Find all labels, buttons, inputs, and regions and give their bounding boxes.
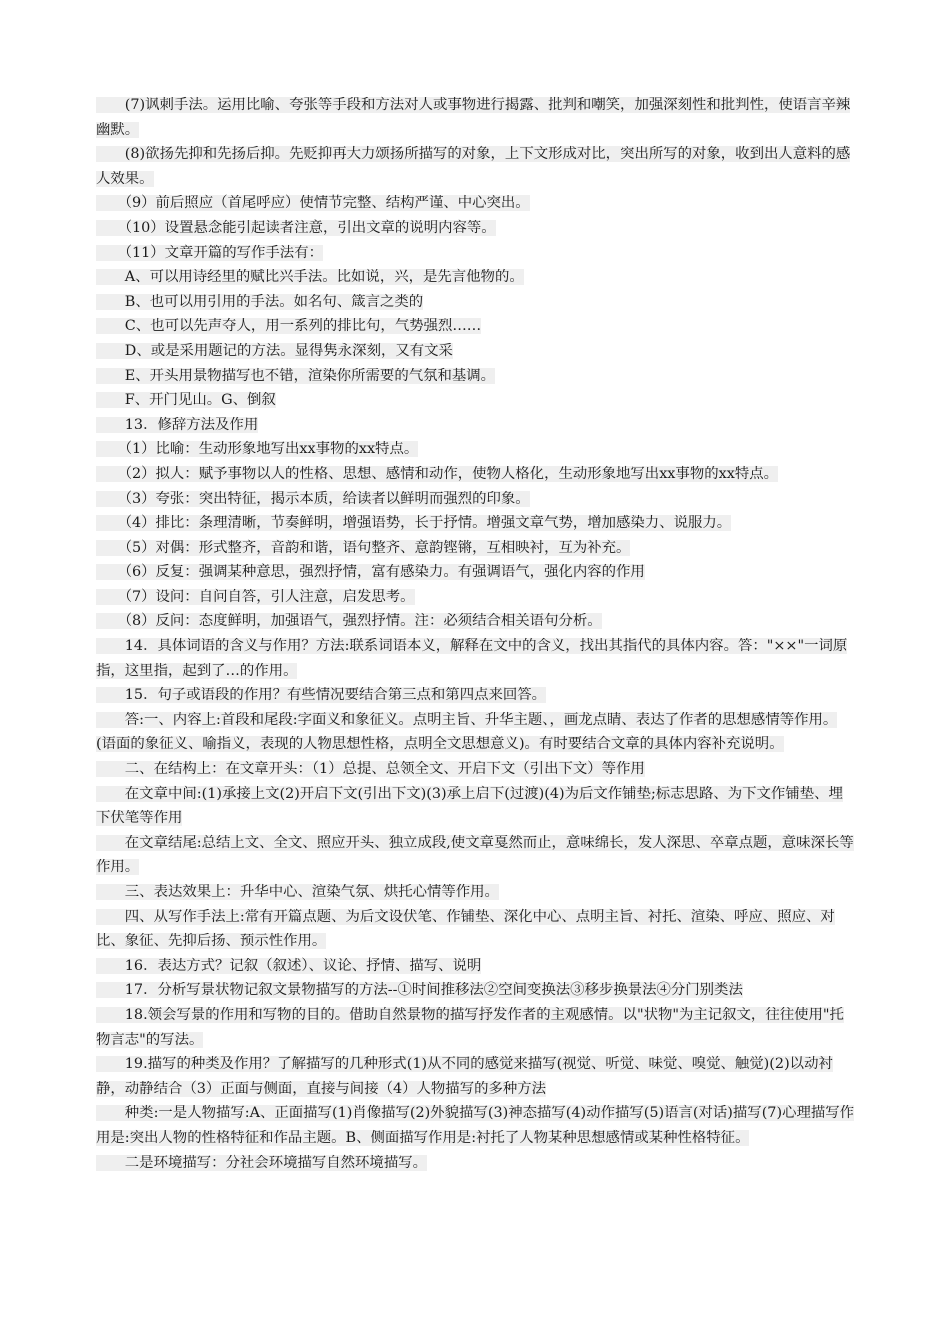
paragraph-text: 17．分析写景状物记叙文景物描写的方法--①时间推移法②空间变换法③移步换景法④分门别类法 bbox=[96, 982, 743, 999]
paragraph-text: （3）夸张：突出特征，揭示本质，给读者以鲜明而强烈的印象。 bbox=[96, 490, 530, 507]
paragraph bbox=[96, 216, 855, 241]
paragraph-text: 16．表达方式？记叙（叙述）、议论、抒情、描写、说明 bbox=[96, 957, 482, 974]
paragraph bbox=[96, 757, 855, 782]
paragraph bbox=[96, 536, 855, 561]
paragraph-text: （7）设问：自问自答，引人注意，启发思考。 bbox=[96, 588, 415, 605]
paragraph-text: 18.领会写景的作用和写物的目的。借助自然景物的描写抒发作者的主观感情。以"状物"为主记叙文，往往使用"托物言志"的写法。 bbox=[96, 1006, 844, 1048]
paragraph-text: 在文章中间:(1)承接上文(2)开启下文(引出下文)(3)承上启下(过渡)(4)为后文作铺垫;标志思路、为下文作铺垫、埋下伏笔等作用 bbox=[96, 785, 843, 827]
paragraph bbox=[96, 290, 855, 315]
paragraph bbox=[96, 634, 855, 683]
paragraph-text: 14．具体词语的含义与作用？方法:联系词语本义，解释在文中的含义，找出其指代的具体内容。答："××"一词原指，这里指，起到了…的作用。 bbox=[96, 638, 848, 679]
paragraph-text: 二是环境描写：分社会环境描写自然环境描写。 bbox=[96, 1154, 427, 1171]
paragraph bbox=[96, 1101, 855, 1150]
paragraph bbox=[96, 585, 855, 610]
paragraph bbox=[96, 683, 855, 708]
paragraph-text: 二、在结构上：在文章开头：（1）总提、总领全文、开启下文（引出下文）等作用 bbox=[96, 761, 645, 778]
paragraph bbox=[96, 265, 855, 290]
paragraph bbox=[96, 560, 855, 585]
paragraph-text: 答:一、内容上:首段和尾段:字面义和象征义。点明主旨、升华主题、，画龙点睛、表达了作者的思想感情等作用。(语面的象征义、喻指义，表现的人物思想性格，点明全文思想意义)。有时要结合文章的具体内容补充说明。 bbox=[96, 711, 838, 753]
paragraph-text: C、也可以先声夺人，用一系列的排比句，气势强烈…… bbox=[96, 318, 482, 335]
paragraph-text: （1）比喻：生动形象地写出xx事物的xx特点。 bbox=[96, 441, 419, 458]
paragraph bbox=[96, 880, 855, 905]
paragraph bbox=[96, 339, 855, 364]
paragraph bbox=[96, 142, 855, 191]
paragraph bbox=[96, 831, 855, 880]
paragraph bbox=[96, 1003, 855, 1052]
paragraph bbox=[96, 782, 855, 831]
paragraph-text: (8)欲扬先抑和先扬后抑。先贬抑再大力颂扬所描写的对象，上下文形成对比，突出所写的对象，收到出人意料的感人效果。 bbox=[96, 146, 851, 187]
paragraph-text: （5）对偶：形式整齐，音韵和谐，语句整齐、意韵铿锵，互相映衬，互为补充。 bbox=[96, 539, 631, 556]
paragraph-text: 三、表达效果上：升华中心、渲染气氛、烘托心情等作用。 bbox=[96, 884, 499, 900]
paragraph-text: E、开头用景物描写也不错，渲染你所需要的气氛和基调。 bbox=[96, 367, 496, 384]
paragraph-text: 13．修辞方法及作用 bbox=[96, 416, 259, 433]
paragraph bbox=[96, 437, 855, 462]
paragraph bbox=[96, 954, 855, 979]
paragraph bbox=[96, 708, 855, 757]
paragraph-text: （8）反问：态度鲜明，加强语气，强烈抒情。注：必须结合相关语句分析。 bbox=[96, 613, 602, 630]
paragraph bbox=[96, 191, 855, 216]
paragraph-text: D、或是采用题记的方法。显得隽永深刻，又有文采 bbox=[96, 342, 453, 359]
paragraph bbox=[96, 511, 855, 536]
paragraph bbox=[96, 1151, 855, 1176]
paragraph bbox=[96, 388, 855, 413]
paragraph bbox=[96, 609, 855, 634]
paragraph-text: 四、从写作手法上:常有开篇点题、为后文设伏笔、作铺垫、深化中心、点明主旨、衬托、渲染、呼应、照应、对比、象征、先抑后扬、预示性作用。 bbox=[96, 908, 835, 950]
paragraph bbox=[96, 241, 855, 266]
paragraph-text: （10）设置悬念能引起读者注意，引出文章的说明内容等。 bbox=[96, 219, 496, 236]
paragraph-text: （6）反复：强调某种意思，强烈抒情，富有感染力。有强调语气，强化内容的作用 bbox=[96, 564, 645, 581]
paragraph-text: (7)讽刺手法。运用比喻、夸张等手段和方法对人或事物进行揭露、批判和嘲笑，加强深刻性和批判性，使语言辛辣幽默。 bbox=[96, 97, 851, 138]
paragraph-text: （2）拟人：赋予事物以人的性格、思想、感情和动作，使物人格化，生动形象地写出xx事物的xx特点。 bbox=[96, 465, 779, 482]
paragraph-text: B、也可以用引用的手法。如名句、箴言之类的 bbox=[96, 293, 424, 310]
paragraph bbox=[96, 1052, 855, 1101]
paragraph bbox=[96, 487, 855, 512]
paragraph-text: 15．句子或语段的作用？有些情况要结合第三点和第四点来回答。 bbox=[96, 687, 547, 704]
paragraph-text: （9）前后照应（首尾呼应）使情节完整、结构严谨、中心突出。 bbox=[96, 195, 530, 212]
paragraph-text: （11）文章开篇的写作手法有： bbox=[96, 244, 323, 261]
paragraph-text: F、开门见山。G、倒叙 bbox=[96, 392, 276, 409]
paragraph bbox=[96, 364, 855, 389]
paragraph bbox=[96, 462, 855, 487]
paragraph bbox=[96, 314, 855, 339]
paragraph-text: 种类:一是人物描写:A、正面描写(1)肖像描写(2)外貌描写(3)神态描写(4)动作描写(5)语言(对话)描写(7)心理描写作用是:突出人物的性格特征和作品主题。B、侧面描写作用是:衬托了人物某种思想感情或某种性格特征。 bbox=[96, 1105, 855, 1146]
paragraph-text: 19.描写的种类及作用？了解描写的几种形式(1)从不同的感觉来描写(视觉、听觉、味觉、嗅觉、触觉)(2)以动衬静，动静结合（3）正面与侧面，直接与间接（4）人物描写的多种方法 bbox=[96, 1056, 833, 1097]
paragraph bbox=[96, 905, 855, 954]
paragraph bbox=[96, 93, 855, 142]
paragraph-text: A、可以用诗经里的赋比兴手法。比如说，兴，是先言他物的。 bbox=[96, 269, 524, 286]
paragraph bbox=[96, 413, 855, 438]
paragraph-text: 在文章结尾:总结上文、全文、照应开头、独立成段,使文章戛然而止，意味绵长，发人深思、卒章点题，意味深长等作用。 bbox=[96, 834, 854, 876]
paragraph-text: （4）排比：条理清晰，节奏鲜明，增强语势，长于抒情。增强文章气势，增加感染力、说服力。 bbox=[96, 515, 732, 532]
paragraph bbox=[96, 978, 855, 1003]
